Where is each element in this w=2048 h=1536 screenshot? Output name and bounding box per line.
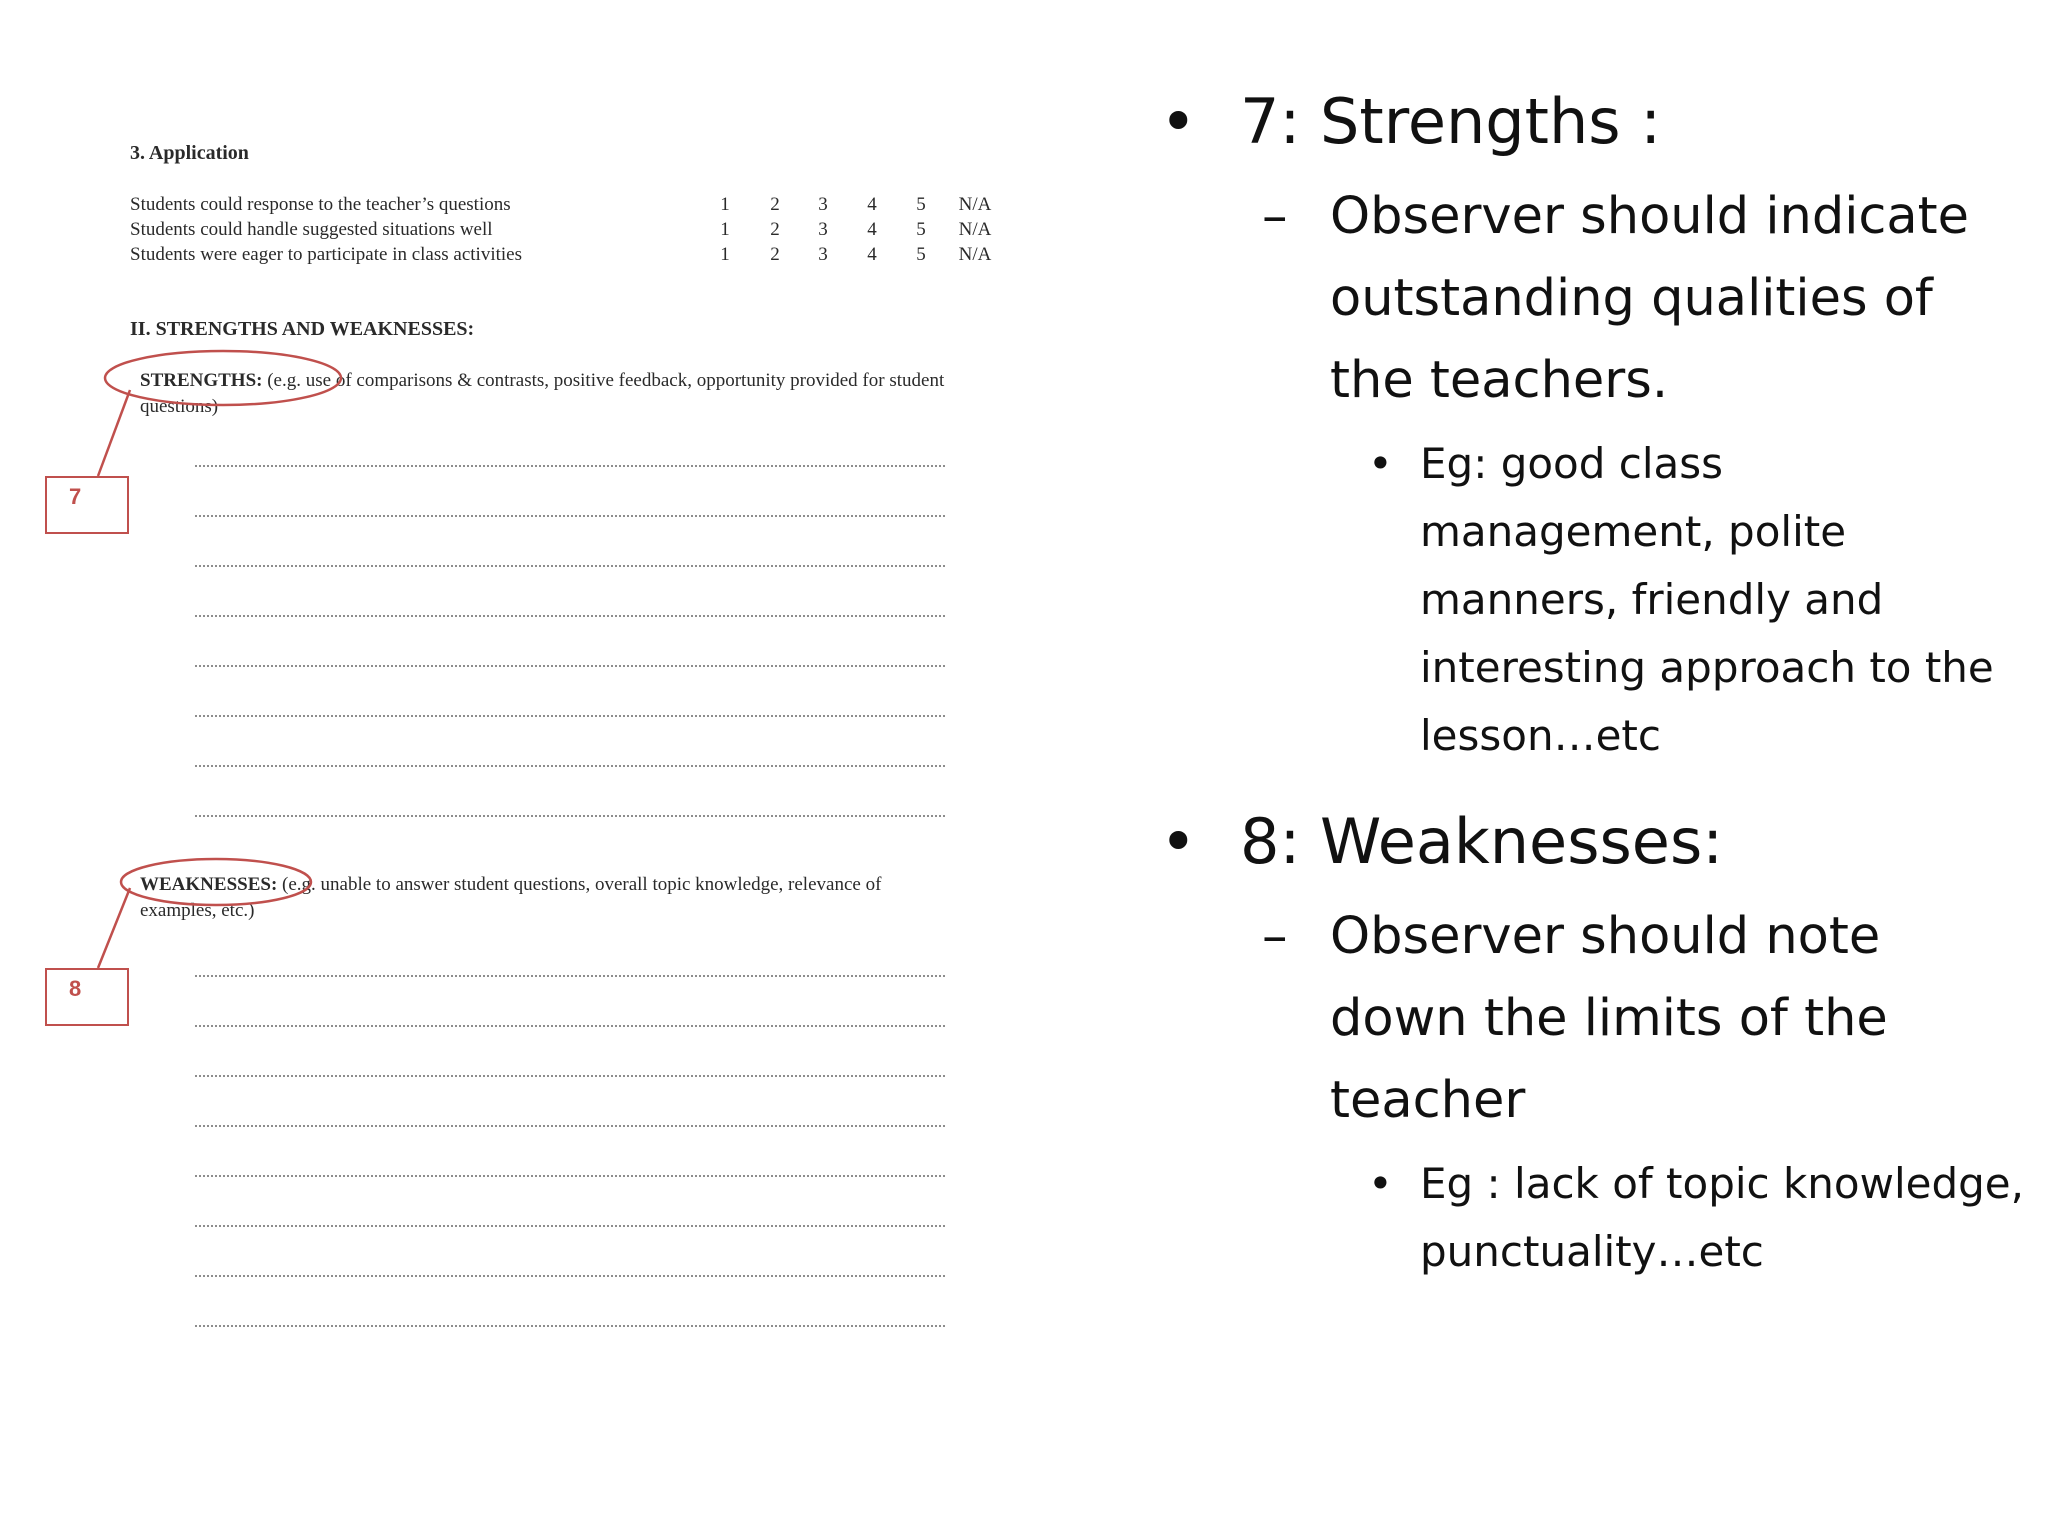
rating-option: N/A bbox=[958, 219, 992, 240]
strengths-callout-box: 7 bbox=[45, 476, 129, 534]
rating-option: 5 bbox=[916, 219, 926, 240]
weaknesses-heading: WEAKNESSES: bbox=[140, 874, 278, 895]
rating-option: 2 bbox=[770, 244, 780, 265]
weaknesses-title: • 8: Weaknesses: bbox=[1150, 800, 2030, 884]
rating-question: Students were eager to participate in class activities bbox=[130, 244, 522, 265]
rating-option: 4 bbox=[867, 219, 877, 240]
part-title: II. STRENGTHS AND WEAKNESSES: bbox=[130, 318, 475, 340]
rating-option: 1 bbox=[720, 219, 730, 240]
strengths-heading: STRENGTHS: bbox=[140, 370, 263, 391]
rating-option: 5 bbox=[916, 194, 926, 215]
rating-option: 5 bbox=[916, 244, 926, 265]
weaknesses-callout-box: 8 bbox=[45, 968, 129, 1026]
rating-option: 4 bbox=[867, 194, 877, 215]
weaknesses-point: – Observer should note down the limits of the teacher bbox=[1150, 896, 2030, 1142]
rating-option: 2 bbox=[770, 194, 780, 215]
strengths-hint: (e.g. use of comparisons & contrasts, positive feedback, opportunity provided for student questions) bbox=[140, 370, 945, 417]
rating-option: 1 bbox=[720, 244, 730, 265]
rating-option: 3 bbox=[818, 194, 828, 215]
strengths-example: • Eg: good class management, polite manners, friendly and interesting approach to the lesson…etc bbox=[1150, 430, 2030, 770]
rating-option: 1 bbox=[720, 194, 730, 215]
strengths-point: – Observer should indicate outstanding qualities of the teachers. bbox=[1150, 176, 2030, 422]
rating-question: Students could handle suggested situations well bbox=[130, 219, 493, 240]
rating-question: Students could response to the teacher’s questions bbox=[130, 194, 511, 215]
form-section-title: 3. Application bbox=[130, 142, 249, 164]
weaknesses-leader-line bbox=[98, 888, 130, 968]
weaknesses-example: • Eg : lack of topic knowledge, punctuality…etc bbox=[1150, 1150, 2030, 1286]
rating-option: N/A bbox=[958, 244, 992, 265]
rating-option: N/A bbox=[958, 194, 992, 215]
rating-option: 4 bbox=[867, 244, 877, 265]
strengths-highlight-ellipse bbox=[105, 351, 341, 405]
rating-option: 3 bbox=[818, 219, 828, 240]
weaknesses-hint: (e.g. unable to answer student questions, overall topic knowledge, relevance of examples, etc.) bbox=[140, 874, 882, 921]
rating-option: 2 bbox=[770, 219, 780, 240]
weaknesses-highlight-ellipse bbox=[121, 859, 311, 905]
slide-bullets bbox=[1150, 80, 2030, 1286]
strengths-title: • 7: Strengths : bbox=[1150, 80, 2030, 164]
rating-option: 3 bbox=[818, 244, 828, 265]
strengths-leader-line bbox=[98, 390, 130, 476]
